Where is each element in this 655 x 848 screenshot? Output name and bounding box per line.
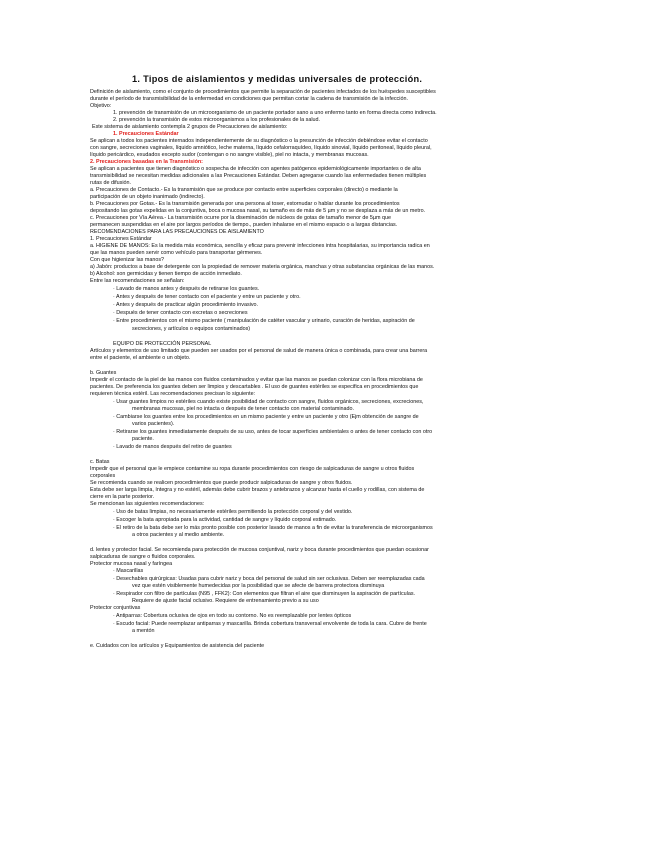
text-line: Se mencionan las siguientes recomendaciones: — [90, 501, 205, 507]
list-item: · Desechables quirúrgicas: Usadas para cubrir nariz y boca del personal de salud sin ser oclusivas. Deben ser reemplazadas cada — [113, 576, 425, 582]
subheading: EQUIPO DE PROTECCIÓN PERSONAL — [113, 341, 212, 347]
document-title: 1. Tipos de aislamientos y medidas universales de protección. — [132, 74, 423, 84]
text-line: b. Precauciones por Gotas.- Es la transmisión generada por una persona al toser, estornudar o hablar durante los procedimientos — [90, 201, 400, 207]
text-line: pacientes. De preferencia los guantes deben ser limpios y descartables . El uso de guantes estériles se especifica en procedimientos que — [90, 384, 419, 390]
text-line: líquido pericárdico, exudados excepto sudor (contengan o no sangre visible), piel no intacta, y membranas mucosas. — [90, 152, 369, 158]
list-item: · Antes y después de practicar algún procedimiento invasivo. — [113, 302, 259, 308]
list-item: · Escoger la bata apropiada para la actividad, cantidad de sangre y líquido corporal estimado. — [113, 517, 337, 523]
text-line: Impedir el contacto de la piel de las manos con fluidos contaminados y evitar que las manos se puedan colonizar con la flora microbiana de — [90, 377, 423, 383]
text-line: Artículos y elementos de uso limitado que pueden ser usados por el personal de salud de manera única o combinada, para crear una barrera — [90, 348, 428, 354]
list-item-continuation: vez que estén visiblemente humedecidas por la posibilidad que se afecte de barrera protectora disminuya — [132, 583, 385, 589]
list-item: · Cambiarse los guantes entre los procedimientos en un mismo paciente y entre un paciente y otro (Ejm obtención de sangre de — [113, 414, 419, 420]
text-line: d. lentes y protector facial. Se recomienda para protección de mucosa conjuntival, nariz y boca durante procedimientos que puedan ocasionar — [90, 547, 429, 553]
list-item-continuation: membranas mucosas, piel no intacta o después de tener contacto con material contaminado. — [132, 406, 355, 412]
section-heading: 1. Precauciones Estándar — [113, 131, 179, 137]
text-line: permanecen suspendidas en el aire por largos períodos de tiempo., pueden inhalarse en el mismo espacio o a largas distancias. — [90, 222, 398, 228]
list-item-continuation: a mentón — [132, 628, 155, 634]
text-line: depositando las gotas expelidas en la conjuntiva, boca o mucosa nasal, su tamaño es de más de 5 µm y no se desplaza a más de un metro. — [90, 208, 426, 214]
subheading: e. Cuidados con los artículos y Equipamientos de asistencia del paciente — [90, 643, 265, 649]
list-item: · Antiparras: Cobertura oclusiva de ojos en todo su contorno. No es reemplazable por lentes ópticos — [113, 613, 352, 619]
text-line: transmisibilidad se necesitan medidas adicionales a las Precauciones Estándar. Deben agregarse cuando las enfermedades tienen múltiples — [90, 173, 427, 179]
subheading: Protector mucosa nasal y faríngea — [90, 561, 173, 567]
subheading: RECOMENDACIONES PARA LAS PRECAUCIONES DE AISLAMIENTO — [90, 229, 264, 235]
text-line: Se recomienda cuando se realicen procedimientos que puede producir salpicaduras de sangre y otros fluidos. — [90, 480, 353, 486]
text-line: corporales — [90, 473, 116, 479]
text-line: que las manos pueden servir como vehículo para transportar gérmenes. — [90, 250, 263, 256]
text-line: Se aplican a todos los pacientes internados independientemente de su diagnóstico o la presunción de infección debiéndose evitar el contacto — [90, 138, 428, 144]
text-line: con sangre, secreciones vaginales, líquido amniótico, leche materna, líquido cefalorraquídeo, líquido sinovial, líquido peritoneal, líquido pleural, — [90, 145, 432, 151]
list-item: · Respirador con filtro de partículas (N95 , FFK2): Con elementos que filtran el aire que disminuyen la aspiración de partículas. — [113, 591, 416, 597]
text-line: b) Alcohol: son germicidas y tienen tiempo de acción inmediato. — [90, 271, 242, 277]
text-line: Impedir que el personal que le empiece contamine su ropa durante procedimientos con riesgo de salpicaduras de sangre u otros fluidos — [90, 466, 415, 472]
text-line: salpicaduras de sangre o fluidos corporales. — [90, 554, 196, 560]
text-line: c. Precauciones por Vía Aérea.- La transmisión ocurre por la diseminación de núcleos de gotas de tamaño menor de 5µm que — [90, 215, 391, 221]
list-item: · Entre procedimientos con el mismo paciente ( manipulación de catéter vascular y urinario, curación de heridas, aspiración de — [113, 318, 415, 324]
text-line: cierre en la parte posterior. — [90, 494, 155, 500]
text-line: entre el paciente, el ambiente o un objeto. — [90, 355, 191, 361]
list-item-continuation: varios pacientes). — [132, 421, 175, 427]
list-item: · Escudo facial: Puede reemplazar antiparras y mascarilla. Brinda cobertura transversal envolvente de toda la cara. Cubre de frente — [113, 621, 427, 627]
text-line: Esta debe ser larga limpia, íntegra y no estéril, además debe cubrir brazos y antebrazos y alcanzar hasta el cuello y rodillas, con sistema de — [90, 487, 425, 493]
text-line: Este sistema de aislamiento contempla 2 grupos de Precauciones de aislamiento: — [92, 124, 288, 130]
list-item: 2. prevención la transmisión de estos microorganismos a los profesionales de la salud. — [113, 117, 321, 123]
list-item: · Mascarillas — [113, 568, 144, 574]
subheading: Protector conjuntivas — [90, 605, 141, 611]
list-item-continuation: paciente. — [132, 436, 154, 442]
subheading: c. Batas — [90, 459, 110, 465]
text-line: a. Precauciones de Contacto.- Es la transmisión que se produce por contacto entre superficies corporales (directo) o mediante la — [90, 187, 398, 193]
subheading: b. Guantes — [90, 370, 117, 376]
text-line: Definición de aislamiento, como el conjunto de procedimientos que permite la separación de pacientes infectados de los huéspedes susceptibles — [90, 89, 436, 95]
list-item: · Lavado de manos después del retiro de guantes — [113, 444, 232, 450]
text-line: a. HIGIENE DE MANOS: Es la medida más económica, sencilla y eficaz para prevenir infecciones intra hospitalarias, su importancia radica en — [90, 243, 430, 249]
text-line: participación de un objeto inanimado (indirecto). — [90, 194, 205, 200]
text-line: Objetivo: — [90, 103, 112, 109]
text-line: Se aplican a pacientes que tienen diagnóstico o sospecha de infección con agentes patógenos epidemiológicamente importantes o de alta — [90, 166, 421, 172]
list-item: · Retirarse los guantes inmediatamente después de su uso, antes de tocar superficies ambientales o antes de tener contacto con otro — [113, 429, 433, 435]
list-item: · El retiro de la bata debe ser lo más pronto posible con posterior lavado de manos a fin de evitar la transferencia de microorganismos — [113, 525, 433, 531]
list-item: · Uso de batas limpias, no necesariamente estériles permitiendo la protección corporal y del vestido. — [113, 509, 353, 515]
text-line: rutas de difusión. — [90, 180, 132, 186]
list-item: · Después de tener contacto con excretas o secreciones — [113, 310, 248, 316]
text-line: requieren técnica estéril. Las recomendaciones precisan lo siguiente: — [90, 391, 256, 397]
list-item-continuation: Requiere de ajuste facial oclusivo. Requiere de entrenamiento previo a su uso — [132, 598, 319, 604]
list-item: · Usar guantes limpios no estériles cuando existe posibilidad de contacto con sangre, fluidos orgánicos, secreciones, excreciones, — [113, 399, 424, 405]
text-line: a) Jabón: productos a base de detergente con la propiedad de remover materia orgánica, manchas y otras substancias orgánicas de las manos. — [90, 264, 435, 270]
list-item: 1. prevención de transmisión de un microorganismo de un paciente portador sano a uno enfermo tanto en forma directa como indirecta. — [113, 110, 437, 116]
text-line: durante el período de transmisibilidad de la enfermedad en condiciones que permitan cortar la cadena de transmisión de la infección. — [90, 96, 408, 102]
list-item-continuation: a otros pacientes y al medio ambiente. — [132, 532, 225, 538]
list-item: · Antes y después de tener contacto con el paciente y entre un paciente y otro. — [113, 294, 301, 300]
subheading: 1. Precauciones Estándar — [90, 236, 152, 242]
section-heading: 2. Precauciones basadas en la Transmisión: — [90, 159, 203, 165]
list-item-continuation: secreciones, y artículos o equipos contaminados) — [132, 326, 251, 332]
list-item: · Lavado de manos antes y después de retirarse los guantes. — [113, 286, 260, 292]
text-line: Entre las recomendaciones se señalan: — [90, 278, 185, 284]
text-line: Con que higienizar las manos? — [90, 257, 165, 263]
